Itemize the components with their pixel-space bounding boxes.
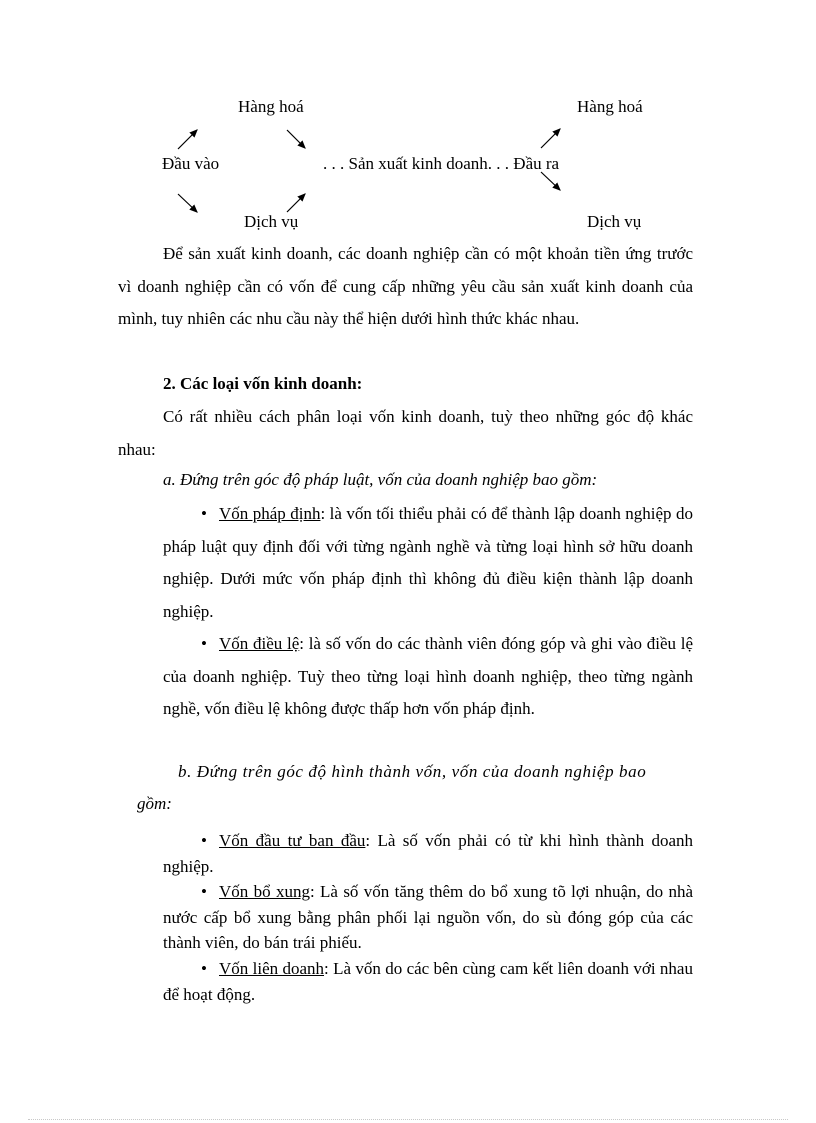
bullet-b2-text: : Là số vốn tăng thêm do bổ xung tõ lợi nhuận, do nhà nước cấp bổ xung bằng phân phối lại nguồn vốn, do sù đóng góp của các thành viên, do bán trái phiếu. xyxy=(163,882,693,952)
bullet-a1 xyxy=(163,498,693,628)
arrow-up-right-3 xyxy=(541,129,560,148)
section-intro: Có rất nhiều cách phân loại vốn kinh doanh, tuỳ theo những góc độ khác nhau: xyxy=(118,407,693,459)
bullet-a1-text: : là vốn tối thiểu phải có để thành lập doanh nghiệp do pháp luật quy định đối với từng ngành nghề và từng loại hình sở hữu doanh nghiệp. Dưới mức vốn pháp định thì không đủ điều kiện thành lập doanh nghiệp. xyxy=(163,504,694,621)
bullet-icon: • xyxy=(201,959,207,978)
diagram-service-left: Dịch vụ xyxy=(244,212,299,231)
intro-paragraph: Để sản xuất kinh doanh, các doanh nghiệp cần có một khoản tiền ứng trước vì doanh nghiệp cần có vốn để cung cấp những yêu cầu sản xuất kinh doanh của mình, tuy nhiên các nhu cầu này thể hiện dưới hình thức khác nhau. xyxy=(118,244,693,329)
arrow-down-right-1 xyxy=(287,130,305,148)
diagram-input: Đầu vào xyxy=(162,154,220,173)
bullet-a2-text: : là số vốn do các thành viên đóng góp và ghi vào điều lệ của doanh nghiệp. Tuỳ theo từng loại hình doanh nghiệp, theo từng ngành nghề, vốn điều lệ không được thấp hơn vốn pháp định. xyxy=(163,634,693,719)
sub-a-heading: a. Đứng trên góc độ pháp luật, vốn của doanh nghiệp bao gồm: xyxy=(163,470,598,489)
bullet-b2-term: Vốn bổ xung xyxy=(219,882,310,901)
bullet-b1 xyxy=(163,828,693,879)
bullet-a2-term: Vốn điều lệ xyxy=(219,634,300,653)
bullet-icon: • xyxy=(201,882,207,901)
bullet-icon: • xyxy=(201,504,207,523)
diagram-service-right: Dịch vụ xyxy=(587,212,642,231)
bullet-b1-term: Vốn đầu tư ban đầu xyxy=(219,831,366,850)
diagram-arrows xyxy=(0,0,816,260)
diagram-goods-top-right: Hàng hoá xyxy=(577,97,643,116)
arrow-up-right-2 xyxy=(287,194,305,212)
section-heading-block xyxy=(118,368,693,401)
bullet-b3 xyxy=(163,956,693,1007)
arrow-up-right-1 xyxy=(178,130,197,149)
bullet-icon: • xyxy=(201,634,207,653)
sub-b-heading-line1: b. Đứng trên góc độ hình thành vốn, vốn của doanh nghiệp bao xyxy=(178,762,647,781)
bullet-icon: • xyxy=(201,831,207,850)
bullet-b1-text: : Là số vốn phải có từ khi hình thành doanh nghiệp. xyxy=(163,831,693,876)
section-heading: 2. Các loại vốn kinh doanh: xyxy=(163,374,363,393)
bullet-a2 xyxy=(163,628,693,726)
bullet-a1-term: Vốn pháp định xyxy=(219,504,321,523)
bullet-b3-term: Vốn liên doanh xyxy=(219,959,325,978)
page-bottom-rule xyxy=(28,1119,788,1120)
arrow-down-right-3 xyxy=(541,172,560,190)
bullet-b3-text: : Là vốn do các bên cùng cam kết liên doanh với nhau để hoạt động. xyxy=(163,959,693,1004)
diagram-center: . . . Sản xuất kinh doanh. . . Đầu ra xyxy=(323,154,560,173)
intro-block xyxy=(118,238,693,336)
diagram-goods-top-left: Hàng hoá xyxy=(238,97,304,116)
arrow-down-right-2 xyxy=(178,194,197,212)
section-intro-block xyxy=(118,401,693,466)
bullet-b2 xyxy=(163,879,693,956)
sub-b-heading-line2: gồm: xyxy=(137,794,172,813)
